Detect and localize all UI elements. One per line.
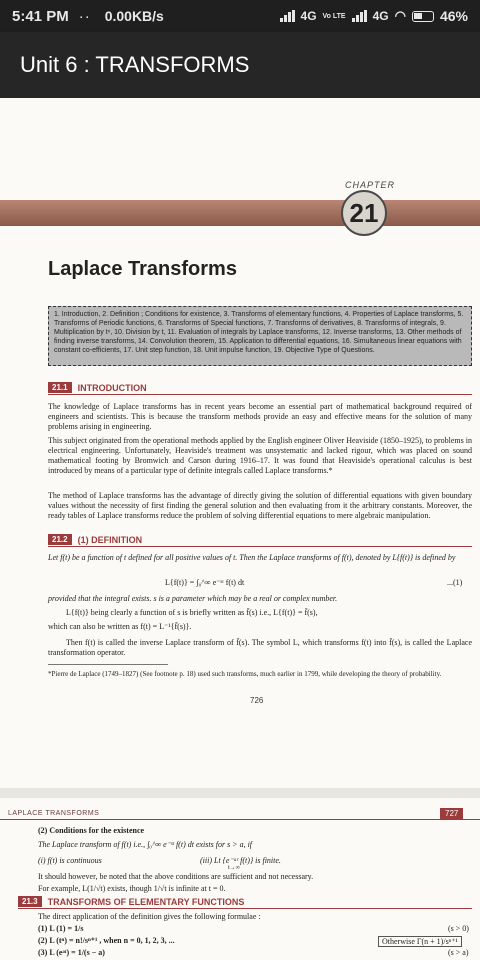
definition-line-5: Then f(t) is called the inverse Laplace transform of f̄(s). The symbol L, which transforms f(t) into f̄(s), is called the Laplace transformation operator. bbox=[48, 638, 472, 657]
section-title: TRANSFORMS OF ELEMENTARY FUNCTIONS bbox=[47, 896, 245, 907]
wifi-icon: ◠ bbox=[394, 8, 406, 23]
formula-2-otherwise: Otherwise Γ(n + 1)/sⁿ⁺¹ bbox=[378, 936, 462, 947]
section-title: (1) DEFINITION bbox=[77, 534, 143, 545]
formula-1-condition: (s > 0) bbox=[448, 924, 469, 933]
conditions-note: It should however, be noted that the above conditions are sufficient and not necessary. bbox=[38, 872, 314, 881]
battery-icon bbox=[412, 11, 434, 22]
conditions-example: For example, L(1/√t) exists, though 1/√t is infinite at t = 0. bbox=[38, 884, 226, 893]
status-right-icons bbox=[280, 8, 468, 24]
network-type-2: 4G bbox=[372, 9, 389, 23]
conditions-paragraph: The Laplace transform of f(t) i.e., ∫₀^∞ e⁻ˢᵗ f(t) dt exists for s > a, if bbox=[38, 840, 253, 849]
app-bar-title: Unit 6 : TRANSFORMS bbox=[20, 52, 250, 77]
intro-paragraph-2: This subject originated from the operational methods applied by the English engineer Oliver Heaviside (1850–1925), to problems in electrical engineering. Unfortunately, Heaviside's treatment was unsystematic and lacked rigour, which was placed on sound mathematical footing by Bromwich and Carson during 1916–17. It was found that Heaviside's operational calculus is best introduced by means of a particular type of definite integrals called Laplace transforms.* bbox=[48, 436, 472, 475]
condition-i: (i) f(t) is continuous bbox=[38, 856, 102, 865]
chapter-title: Laplace Transforms bbox=[48, 258, 237, 280]
section-heading-definition bbox=[48, 534, 142, 545]
elementary-intro: The direct application of the definition gives the following formulae : bbox=[38, 912, 261, 921]
running-head: LAPLACE TRANSFORMS bbox=[8, 810, 100, 817]
chapter-number-badge: 21 bbox=[341, 190, 387, 236]
definition-line-3: L{f(t)} being clearly a function of s is briefly written as f̄(s) i.e., L{f(t)} = f̄(s), bbox=[66, 608, 318, 617]
chapter-label: CHAPTER bbox=[345, 180, 396, 190]
status-time: 5:41 PM bbox=[12, 7, 69, 25]
section-heading-introduction bbox=[48, 382, 147, 393]
definition-equation: L{f(t)} = ∫₀^∞ e⁻ˢᵗ f(t) dt bbox=[165, 578, 245, 587]
volte-badge: Vo LTE bbox=[322, 12, 346, 20]
section-number: 21.3 bbox=[18, 896, 42, 907]
condition-iii-limit: t→∞ bbox=[228, 865, 240, 871]
formula-3-condition: (s > a) bbox=[448, 948, 469, 957]
document-page-726[interactable] bbox=[0, 98, 480, 788]
definition-paragraph: Let f(t) be a function of t defined for all positive values of t. Then the Laplace transforms of f(t), denoted by L{f(t)} is defined by bbox=[48, 553, 456, 562]
network-type-1: 4G bbox=[300, 9, 317, 23]
section-rule bbox=[18, 908, 472, 909]
condition-iii: (iii) Lt {e⁻ᵃᵗ f(t)} is finite. bbox=[200, 856, 281, 865]
document-page-727[interactable] bbox=[0, 798, 480, 960]
section-number: 21.1 bbox=[48, 382, 72, 393]
page-number: 727 bbox=[440, 808, 463, 819]
conditions-title: (2) Conditions for the existence bbox=[38, 826, 145, 835]
status-bar bbox=[0, 0, 480, 32]
signal-icon-2 bbox=[352, 10, 367, 22]
chapter-band bbox=[0, 200, 480, 226]
battery-percent: 46% bbox=[439, 8, 468, 24]
equation-number: ...(1) bbox=[447, 578, 463, 587]
formula-2: (2) L (tⁿ) = n!/sⁿ⁺¹ , when n = 0, 1, 2, 3, ... bbox=[38, 936, 175, 945]
chapter-contents-box: 1. Introduction, 2. Definition ; Conditions for existence, 3. Transforms of elementary functions, 4. Properties of Laplace transforms, 5. Transforms of Periodic functions, 6. Transforms of Special functions, 7. Transforms of derivatives, 8. Transforms of integrals, 9. Multiplication by tⁿ, 10. Division by t, 11. Evaluation of integrals by Laplace transforms, 12. Inverse transforms, 13. Other methods of finding inverse transforms, 14. Convolution theorem, 15. Application to differential equations, 16. Simultaneous linear equations with constant co-efficients, 17. Unit step function, 18. Unit impulse function, 19. Objective Type of Questions. bbox=[48, 306, 472, 366]
section-number: 21.2 bbox=[48, 534, 72, 545]
formula-3: (3) L (eᵃᵗ) = 1/(s − a) bbox=[38, 948, 105, 957]
intro-paragraph-1: The knowledge of Laplace transforms has in recent years become an essential part of mathematical background required of engineers and scientists. This is because the transform methods provide an easy and effective means for the solution of many problems arising in engineering. bbox=[48, 402, 472, 431]
signal-icon bbox=[280, 10, 295, 22]
footnote: *Pierre de Laplace (1749–1827) (See footnote p. 18) used such transforms, much earlier in 1799, while developing the theory of probability. bbox=[48, 670, 442, 678]
footnote-rule bbox=[48, 664, 168, 665]
section-heading-elementary bbox=[18, 896, 244, 907]
section-rule bbox=[48, 546, 472, 547]
page-number: 726 bbox=[250, 696, 264, 705]
definition-line-4: which can also be written as f(t) = L⁻¹{f̄(s)}. bbox=[48, 622, 192, 631]
section-title: INTRODUCTION bbox=[77, 382, 147, 393]
formula-1: (1) L (1) = 1/s bbox=[38, 924, 84, 933]
intro-paragraph-3: The method of Laplace transforms has the advantage of directly giving the solution of differential equations with given boundary values without the necessity of first finding the general solution and then evaluating from it the arbitrary constants. Moreover, the ready tables of Laplace transforms reduce the problem of solving differential equations to mere algebraic manipulation. bbox=[48, 491, 472, 520]
app-bar bbox=[0, 32, 480, 98]
page-divider bbox=[0, 788, 480, 798]
section-rule bbox=[48, 394, 472, 395]
status-network-speed: 0.00KB/s bbox=[104, 8, 164, 24]
status-notification-dots: ·· bbox=[78, 7, 91, 25]
definition-note: provided that the integral exists. s is a parameter which may be a real or complex number. bbox=[48, 594, 338, 603]
